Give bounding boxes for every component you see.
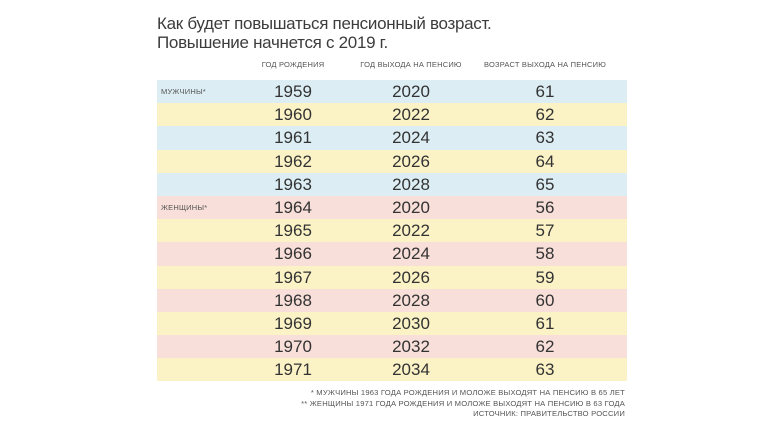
cell-retire-age: 63 xyxy=(535,128,555,148)
table-row xyxy=(157,266,627,289)
table-row xyxy=(157,126,627,149)
table-row xyxy=(157,219,627,242)
cell-retire-year: 2022 xyxy=(392,105,430,125)
cell-retire-age: 56 xyxy=(535,197,555,217)
cell-retire-age: 58 xyxy=(535,244,555,264)
cell-retire-year: 2026 xyxy=(392,267,430,287)
cell-birth-year: 1967 xyxy=(274,267,312,287)
table-row xyxy=(157,150,627,173)
title-line-2: Повышение начнется с 2019 г. xyxy=(157,33,388,52)
header-retire-year: ГОД ВЫХОДА НА ПЕНСИЮ xyxy=(360,60,462,69)
cell-birth-year: 1965 xyxy=(274,221,312,241)
table-row xyxy=(157,173,627,196)
cell-retire-year: 2020 xyxy=(392,82,430,101)
cell-retire-age: 62 xyxy=(535,337,555,357)
footnotes xyxy=(301,388,625,420)
header-retire-age: ВОЗРАСТ ВЫХОДА НА ПЕНСИЮ xyxy=(483,60,607,69)
table-row xyxy=(157,289,627,312)
table-row xyxy=(157,196,627,219)
footnote-men: * МУЖЧИНЫ 1963 ГОДА РОЖДЕНИЯ И МОЛОЖЕ ВЫХОДЯТ НА ПЕНСИЮ В 65 ЛЕТ xyxy=(310,388,625,397)
cell-birth-year: 1964 xyxy=(274,197,312,217)
table-row xyxy=(157,242,627,265)
cell-birth-year: 1960 xyxy=(274,105,312,125)
cell-retire-year: 2020 xyxy=(392,197,430,217)
source-note: ИСТОЧНИК: ПРАВИТЕЛЬСТВО РОССИИ xyxy=(473,409,625,418)
cell-retire-year: 2034 xyxy=(392,360,430,380)
cell-birth-year: 1961 xyxy=(274,128,312,148)
cell-retire-age: 61 xyxy=(535,82,555,101)
cell-retire-age: 59 xyxy=(535,267,555,287)
cell-retire-year: 2024 xyxy=(392,244,430,264)
cell-retire-year: 2032 xyxy=(392,337,430,357)
cell-retire-year: 2028 xyxy=(392,174,430,194)
cell-retire-year: 2030 xyxy=(392,313,430,333)
group-label-women: ЖЕНЩИНЫ* xyxy=(161,202,208,212)
table-row xyxy=(157,358,627,381)
cell-retire-year: 2028 xyxy=(392,290,430,310)
footnote-women: ** ЖЕНЩИНЫ 1971 ГОДА РОЖДЕНИЯ И МОЛОЖЕ ВЫХОДЯТ НА ПЕНСИЮ В 63 ГОДА xyxy=(301,398,625,408)
cell-retire-age: 62 xyxy=(535,105,555,125)
cell-retire-year: 2022 xyxy=(392,221,430,241)
table-row xyxy=(157,312,627,335)
title-line-1: Как будет повышаться пенсионный возраст. xyxy=(157,14,492,33)
cell-birth-year: 1959 xyxy=(274,82,312,101)
cell-birth-year: 1968 xyxy=(274,290,312,310)
table-row xyxy=(157,335,627,358)
header-birth-year: ГОД РОЖДЕНИЯ xyxy=(261,60,325,69)
group-label-men: МУЖЧИНЫ* xyxy=(161,87,206,96)
cell-retire-age: 61 xyxy=(535,313,555,333)
cell-retire-age: 65 xyxy=(535,174,555,194)
cell-birth-year: 1970 xyxy=(274,337,312,357)
table-header xyxy=(157,60,627,78)
page-title xyxy=(157,14,627,52)
cell-birth-year: 1966 xyxy=(274,244,312,264)
cell-birth-year: 1971 xyxy=(274,360,312,380)
cell-birth-year: 1962 xyxy=(274,151,312,171)
cell-retire-age: 63 xyxy=(535,360,555,380)
cell-birth-year: 1963 xyxy=(274,174,312,194)
table-row xyxy=(157,80,627,103)
cell-retire-age: 57 xyxy=(535,221,555,241)
cell-retire-age: 60 xyxy=(535,290,555,310)
cell-retire-year: 2024 xyxy=(392,128,430,148)
cell-birth-year: 1969 xyxy=(274,313,312,333)
cell-retire-year: 2026 xyxy=(392,151,430,171)
table-row xyxy=(157,103,627,126)
pension-table xyxy=(157,80,627,381)
cell-retire-age: 64 xyxy=(535,151,555,171)
